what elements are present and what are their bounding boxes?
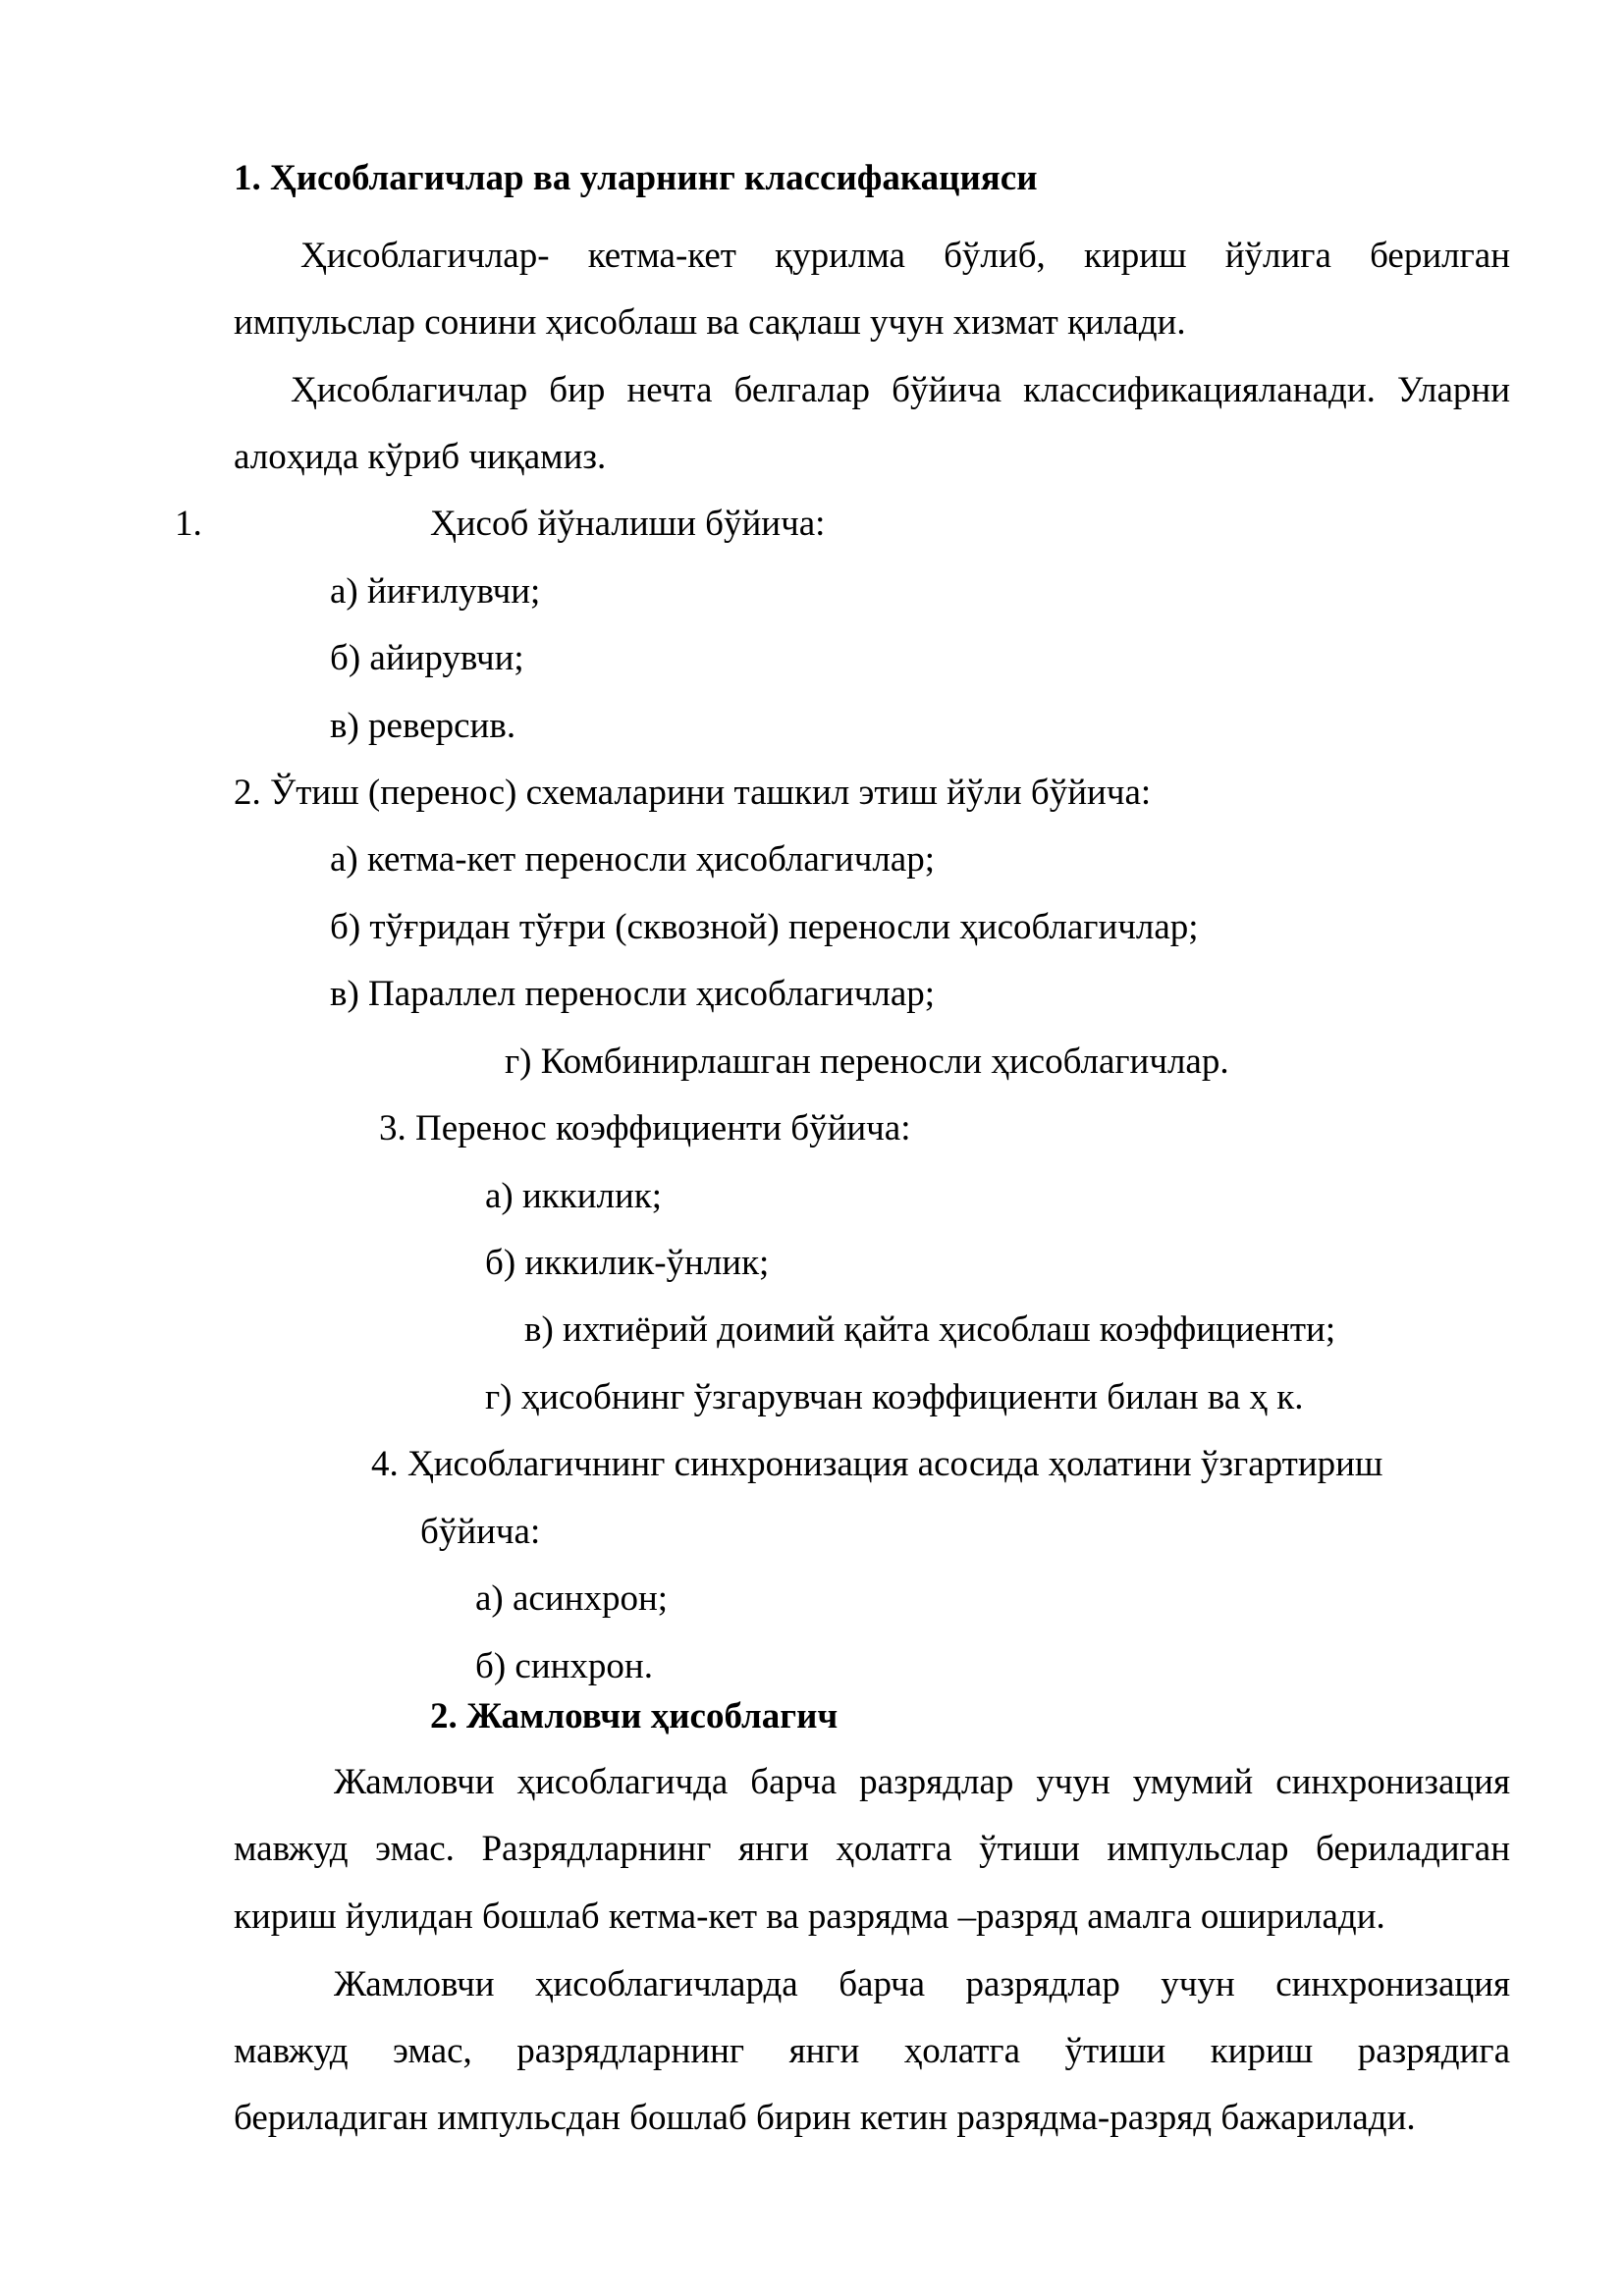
para1-line-3: кириш йулидан бошлаб кетма-кет ва разрядма –разряд амалга оширилади. <box>234 1896 1385 1937</box>
group1-item-a: а) йиғилувчи; <box>330 571 541 612</box>
para2-line-2: мавжуд эмас, разрядларнинг янги ҳолатга ўтиши кириш разрядига <box>234 2031 1510 2071</box>
group1-item-b: б) айирувчи; <box>330 638 524 678</box>
intro-line-4: алоҳида кўриб чиқамиз. <box>234 437 607 477</box>
group4-title-line-1: 4. Ҳисоблагичнинг синхронизация асосида ҳолатини ўзгартириш <box>371 1444 1383 1484</box>
group2-item-c: в) Параллел переносли ҳисоблагичлар; <box>330 974 936 1014</box>
intro-line-3: Ҳисоблагичлар бир нечта белгалар бўйича классификацияланади. Уларни <box>291 370 1510 410</box>
list-number-1: 1. <box>175 504 202 544</box>
para1-line-2: мавжуд эмас. Разрядларнинг янги ҳолатга ўтиши импульслар бериладиган <box>234 1829 1510 1869</box>
group3-item-a: а) иккилик; <box>485 1176 663 1216</box>
group2-item-a: а) кетма-кет переносли ҳисоблагичлар; <box>330 839 936 880</box>
group1-item-c: в) реверсив. <box>330 706 516 746</box>
group3-item-b: б) иккилик-ўнлик; <box>485 1243 770 1283</box>
section-heading-2: 2. Жамловчи ҳисоблагич <box>430 1696 839 1736</box>
group4-item-b: б) синхрон. <box>475 1646 653 1686</box>
group3-title: 3. Перенос коэффициенти бўйича: <box>379 1108 911 1148</box>
group3-item-c: в) ихтиёрий доимий қайта ҳисоблаш коэффициенти; <box>524 1309 1336 1350</box>
para1-line-1: Жамловчи ҳисоблагичда барча разрядлар учун умумий синхронизация <box>334 1762 1510 1802</box>
section-heading-1: 1. Ҳисоблагичлар ва уларнинг классифакацияси <box>234 158 1038 198</box>
group4-title-line-2: бўйича: <box>420 1512 541 1552</box>
para2-line-1: Жамловчи ҳисоблагичларда барча разрядлар учун синхронизация <box>334 1964 1510 2004</box>
intro-line-1: Ҳисоблагичлар- кетма-кет қурилма бўлиб, кириш йўлига берилган <box>300 236 1510 276</box>
group1-title: Ҳисоб йўналиши бўйича: <box>430 504 826 544</box>
intro-line-2: импульслар сонини ҳисоблаш ва сақлаш учун хизмат қилади. <box>234 302 1186 343</box>
group4-item-a: а) асинхрон; <box>475 1578 669 1619</box>
group2-title: 2. Ўтиш (перенос) схемаларини ташкил этиш йўли бўйича: <box>234 773 1152 813</box>
group2-item-d: г) Комбинирлашган переносли ҳисоблагичлар. <box>505 1041 1229 1082</box>
para2-line-3: бериладиган импульсдан бошлаб бирин кетин разрядма-разряд бажарилади. <box>234 2098 1416 2138</box>
group2-item-b: б) тўғридан тўғри (сквозной) переносли ҳисоблагичлар; <box>330 907 1199 947</box>
group3-item-d: г) ҳисобнинг ўзгарувчан коэффициенти билан ва ҳ к. <box>485 1377 1304 1417</box>
